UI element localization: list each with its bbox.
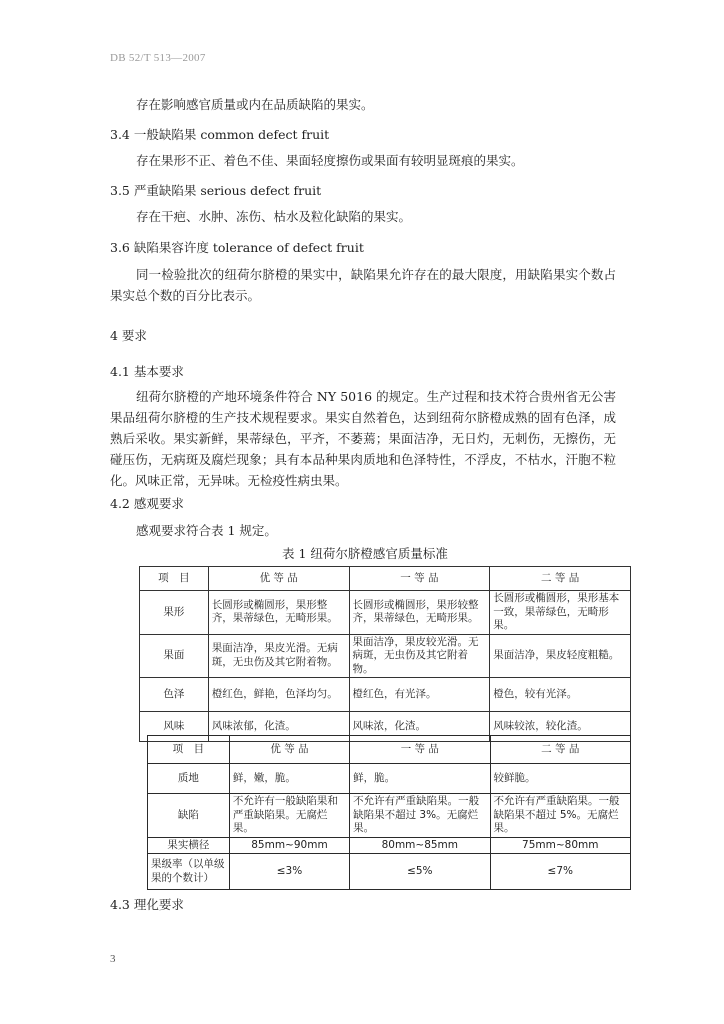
row-label-surface: 果面	[140, 634, 209, 678]
table-cell: 风味浓郁，化渣。	[208, 712, 349, 742]
table-cell: 鲜，嫩，脆。	[229, 764, 349, 794]
table-cell: 80mm~85mm	[350, 837, 490, 854]
row-label-flavor: 风味	[140, 712, 209, 742]
header-first-grade: 一 等 品	[349, 567, 490, 591]
quality-table-part-1	[139, 566, 631, 742]
section-4-1-heading: 4.1 基本要求	[110, 364, 184, 379]
table-cell: 果面洁净，果皮光滑。无病斑，无虫伤及其它附着物。	[208, 634, 349, 678]
section-3-5-heading: 3.5 严重缺陷果 serious defect fruit	[110, 183, 322, 198]
paragraph-3-3-continued: 存在影响感官质量或内在品质缺陷的果实。	[136, 97, 374, 112]
table-row	[140, 634, 631, 678]
row-label-texture: 质地	[148, 764, 230, 794]
table-1-caption: 表 1 纽荷尔脐橙感官质量标准	[282, 546, 448, 561]
table-header-row	[148, 736, 631, 764]
row-label-defects: 缺陷	[148, 794, 230, 838]
table-cell: 85mm~90mm	[229, 837, 349, 854]
row-label-shape: 果形	[140, 591, 209, 635]
header-premium-grade: 优 等 品	[208, 567, 349, 591]
header-item: 项 目	[148, 736, 230, 764]
table-cell: 长圆形或椭圆形，果形较整齐，果蒂绿色，无畸形果。	[349, 591, 490, 635]
table-cell: ≤5%	[350, 854, 490, 890]
table-cell: 橙红色，有光泽。	[349, 678, 490, 712]
paragraph-4-2: 感观要求符合表 1 规定。	[136, 523, 277, 538]
section-4-2-heading: 4.2 感观要求	[110, 496, 184, 511]
paragraph-3-6: 同一检验批次的纽荷尔脐橙的果实中，缺陷果允许存在的最大限度，用缺陷果实个数占果实总个数的百分比表示。	[110, 267, 616, 303]
table-row	[148, 837, 631, 854]
row-label-grade-rate: 果级率（以单级果的个数计）	[148, 854, 230, 890]
table-cell: ≤7%	[490, 854, 630, 890]
table-cell: 不允许有严重缺陷果。一般缺陷果不超过 3%。无腐烂果。	[350, 794, 490, 838]
header-second-grade: 二 等 品	[490, 567, 631, 591]
row-label-color: 色泽	[140, 678, 209, 712]
header-first-grade: 一 等 品	[350, 736, 490, 764]
row-label-diameter: 果实横径	[148, 837, 230, 854]
table-row	[140, 678, 631, 712]
table-cell: 风味浓，化渣。	[349, 712, 490, 742]
table-cell: ≤3%	[229, 854, 349, 890]
header-premium-grade: 优 等 品	[229, 736, 349, 764]
table-cell: 较鲜脆。	[490, 764, 630, 794]
page-number: 3	[110, 953, 116, 965]
section-4-heading: 4 要求	[110, 328, 147, 343]
header-item: 项 目	[140, 567, 209, 591]
table-header-row	[140, 567, 631, 591]
paragraph-3-5: 存在干疤、水肿、冻伤、枯水及粒化缺陷的果实。	[136, 209, 412, 224]
quality-table-part-2	[147, 735, 631, 890]
table-cell: 橙色，较有光泽。	[490, 678, 631, 712]
section-3-6-heading: 3.6 缺陷果容许度 tolerance of defect fruit	[110, 240, 364, 255]
table-row	[140, 591, 631, 635]
section-4-3-heading: 4.3 理化要求	[110, 897, 184, 912]
header-second-grade: 二 等 品	[490, 736, 630, 764]
paragraph-4-1: 纽荷尔脐橙的产地环境条件符合 NY 5016 的规定。生产过程和技术符合贵州省无公害果品纽荷尔脐橙的生产技术规程要求。果实自然着色，达到纽荷尔脐橙成熟的固有色泽，成熟后采收。果实新鲜，果蒂绿色，平齐，不萎蔫；果面洁净，无日灼，无刺伤，无擦伤，无碰压伤，无病斑及腐烂现象；具有本品种果肉质地和色泽特性，不浮皮，不枯水，汗胞不粒化。风味正常，无异味。无检疫性病虫果。	[110, 389, 616, 488]
document-id-header: DB 52/T 513—2007	[110, 52, 206, 64]
table-cell: 风味较浓，较化渣。	[490, 712, 631, 742]
table-row	[148, 794, 631, 838]
section-3-4-heading: 3.4 一般缺陷果 common defect fruit	[110, 127, 330, 142]
table-cell: 不允许有一般缺陷果和严重缺陷果。无腐烂果。	[229, 794, 349, 838]
table-cell: 不允许有严重缺陷果。一般缺陷果不超过 5%。无腐烂果。	[490, 794, 630, 838]
table-cell: 果面洁净，果皮轻度粗糙。	[490, 634, 631, 678]
table-cell: 果面洁净，果皮较光滑。无病斑，无虫伤及其它附着物。	[349, 634, 490, 678]
table-cell: 橙红色，鲜艳，色泽均匀。	[208, 678, 349, 712]
paragraph-3-4: 存在果形不正、着色不佳、果面轻度擦伤或果面有较明显斑痕的果实。	[136, 153, 524, 168]
table-cell: 鲜，脆。	[350, 764, 490, 794]
table-cell: 长圆形或椭圆形，果形整齐，果蒂绿色，无畸形果。	[208, 591, 349, 635]
table-cell: 75mm~80mm	[490, 837, 630, 854]
table-cell: 长圆形或椭圆形，果形基本一致，果蒂绿色，无畸形果。	[490, 591, 631, 635]
table-row	[148, 764, 631, 794]
table-row	[148, 854, 631, 890]
